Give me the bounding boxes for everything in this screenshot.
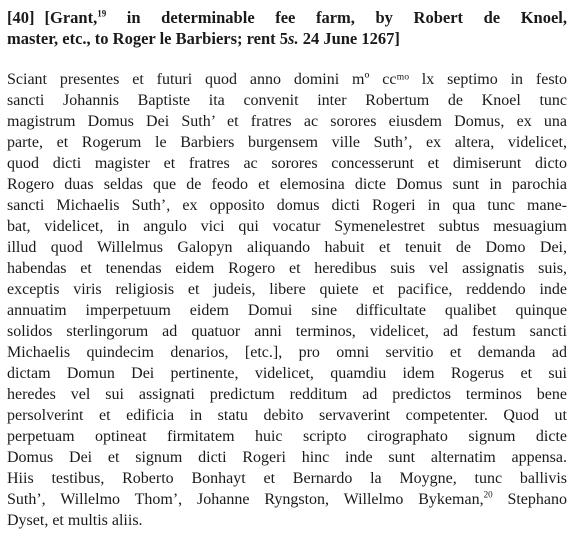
text-line: quod dicti magister et fratres ac sorores concesserunt et dimiserunt dicto	[7, 155, 567, 172]
footnote-ref-20: 20	[483, 489, 493, 500]
text-line: persolverint et edificia in statu debito servaverint competenter. Quod ut	[7, 407, 567, 424]
text-line: exceptis viris religiosis et judeis, libere quiete et pacifice, reddendo inde	[7, 281, 567, 298]
text-line: Michaelis quindecim denarios, [etc.], pro omni servitio et demanda ad	[7, 344, 567, 361]
text-line: annuatim imperpetuum eidem Domui sine difficultate qualibet quinque	[7, 302, 567, 319]
heading-text-2b: 24 June 1267]	[298, 29, 400, 48]
text-line: Rogero duas seldas que de feodo et elemosina dicte Domus sunt in parochia	[7, 176, 567, 193]
text-line: Sciant presentes et futuri quod anno domini mº ccᵐᵒ lx septimo in festo	[7, 71, 567, 88]
entry-number: [40]	[7, 8, 35, 27]
heading-shilling-abbrev: s.	[288, 29, 299, 48]
text-line: parte, et Rogerum le Barbiers burgensem ville Suth’, ex altera, videlicet,	[7, 134, 567, 151]
text-line: Domus Dei et signum dicti Rogeri hinc inde sunt alternatim appensa.	[7, 449, 567, 466]
text-line: magistrum Domus Dei Suth’ et fratres ac sorores eiusdem Domus, ex una	[7, 113, 567, 130]
text-line: illud quod Willelmus Galopyn aliquando habuit et tenuit de Domo Dei,	[7, 239, 567, 256]
text-line: sancti Michaelis Suth’, ex opposito domus dicti Rogeri in qua tunc mane-	[7, 197, 567, 214]
text-line: habendas et tenendas eidem Rogero et heredibus suis vel assignatis suis,	[7, 260, 567, 277]
heading-line-1	[7, 7, 567, 28]
text-line: bat, videlicet, in angulo vici qui vocatur Symenelestret subtus mesuagium	[7, 218, 567, 235]
text-line: Hiis testibus, Roberto Bonhayt et Bernardo la Moygne, tunc ballivis	[7, 470, 567, 487]
text-line: solidos sterlingorum ad quatuor anni terminos, videlicet, ad festum sancti	[7, 323, 567, 340]
text-line: heredes vel sui assignati predictum redditum ad predictos terminos bene	[7, 386, 567, 403]
text-line: perpetuam optineat firmitatem huic scripto cirographato signum dicte	[7, 428, 567, 445]
witness-text-tail: Stephano	[492, 491, 567, 508]
witness-text: Suth’, Willelmo Thom’, Johanne Ryngston, Willelmo Bykeman,	[7, 491, 484, 508]
heading-text-1b: in determinable fee farm, by Robert de Knoel,	[106, 8, 567, 27]
heading-text-2a: master, etc., to Roger le Barbiers; rent 5	[7, 29, 289, 48]
heading-line-2	[7, 28, 567, 50]
document-heading	[7, 7, 567, 50]
text-line: sancti Johannis Baptiste ita convenit inter Robertum de Knoel tunc	[7, 92, 567, 109]
text-line-last: Dyset, et multis aliis.	[7, 512, 143, 529]
text-line: dictam Domun Dei pertinente, videlicet, quamdiu idem Rogerus et sui	[7, 365, 567, 382]
footnote-ref-19: 19	[97, 8, 107, 19]
text-line-witnesses	[7, 489, 567, 510]
charter-text	[7, 69, 567, 531]
document-page	[7, 7, 567, 531]
heading-text-1a: [Grant,	[44, 8, 98, 27]
